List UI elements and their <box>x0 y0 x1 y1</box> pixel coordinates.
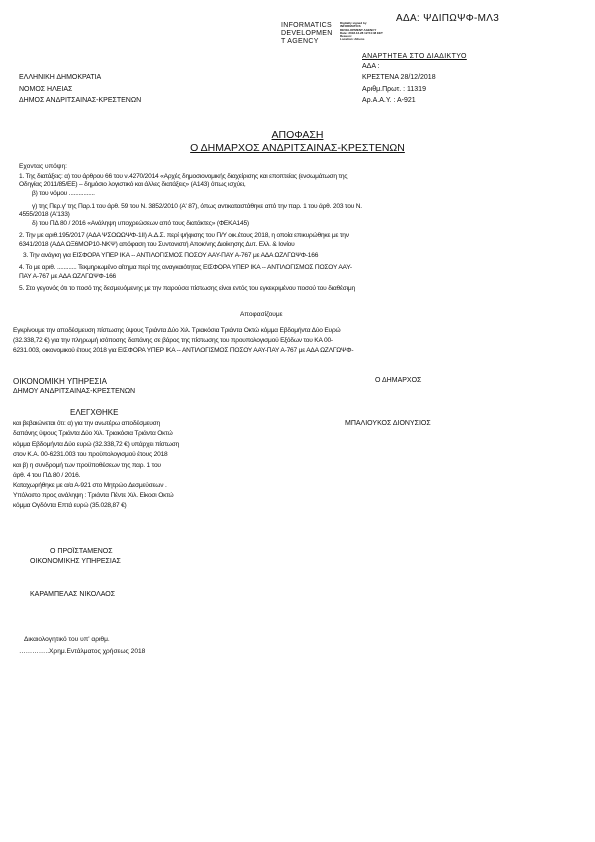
considering-line: 4. Το με αριθ. ............ Τεκμηριωμένο αίτημα περί της αναγκαιότητας ΕΙΣΦΟΡΑ ΥΠΕΡ ΙΚΑ -- ΑΝΤΙΛΟΓΙΣΜΟΣ ΠΟΣΟΥ ΑΑΥ- <box>19 264 352 271</box>
service-line-2: ΔΗΜΟΥ ΑΝΔΡΙΤΣΑΙΝΑΣ-ΚΡΕΣΤΕΝΩΝ <box>13 388 136 395</box>
checked-line: δαπάνης ύψους Τριάντα Δύο Χιλ. Τριακόσια Τριάντα Οκτώ <box>13 430 173 437</box>
signature-logo <box>281 22 333 46</box>
sig-line-2: INFORMATICS <box>340 24 361 29</box>
checked-heading: ΕΛΕΓΧΘΗΚΕ <box>70 408 119 417</box>
mayor-name: ΜΠΑΛΙΟΥΚΟΣ ΔΙΟΝΥΣΙΟΣ <box>345 420 431 427</box>
considering-line: Οδηγίας 2011/85/ΕΕ) – δημόσιο λογιστικό και άλλες διατάξεις» (Α143) όπως ισχύει, <box>19 181 246 188</box>
considering-line: 4555/2018 (Α'133) <box>19 211 70 218</box>
decide-line: Εγκρίνουμε την αποδέσμευση πίστωσης ύψους Τριάντα Δύο Χιλ. Τριακόσια Τριάντα Οκτώ κόμμα Εβδομήντα Δύο Ευρώ <box>13 327 341 334</box>
considering-line: 6341/2018 (ΑΔΑ ΩΞ6ΜΟΡ10-ΝΚΨ) απόφαση του Συντονιστή Αποκ/νης Διοίκησης Δυτ. Ελλ. & Ιονίου <box>19 241 295 248</box>
issuer-line-1: ΕΛΛΗΝΙΚΗ ΔΗΜΟΚΡΑΤΙΑ <box>19 74 102 81</box>
signature-details <box>340 22 383 42</box>
considering-line: 1. Της διατάξεις: α) του άρθρου 66 του ν.4270/2014 «Αρχές δημοσιονομικής διαχείρισης και εποπτείας (ενσωμάτωση της <box>19 173 348 180</box>
sig-line-3: DEVELOPMENT AGENCY <box>340 27 377 32</box>
ada-header: ΑΔΑ: ΨΔΙΠΩΨΦ-ΜΛ3 <box>396 13 500 24</box>
document-subtitle: Ο ΔΗΜΑΡΧΟΣ ΑΝΔΡΙΤΣΑΙΝΑΣ-ΚΡΕΣΤΕΝΩΝ <box>190 142 405 154</box>
checked-line: στον Κ.Α. 00-6231.003 του προϋπολογισμού έτους 2018 <box>13 451 168 458</box>
considering-line: δ) του ΠΔ 80 / 2016 «Ανάληψη υποχρεώσεων από τους διατάκτες» (ΦΕΚΑ145) <box>32 220 249 227</box>
checked-line: και βεβαιώνεται ότι: α) για την ανωτέρω αποδέσμευση <box>13 420 161 427</box>
issuer-line-2: ΝΟΜΟΣ ΗΛΕΙΑΣ <box>19 86 73 93</box>
decide-heading: Αποφασίζουμε <box>240 311 283 318</box>
issuer-line-3: ΔΗΜΟΣ ΑΝΔΡΙΤΣΑΙΝΑΣ-ΚΡΕΣΤΕΝΩΝ <box>19 97 142 104</box>
mayor-label: Ο ΔΗΜΑΡΧΟΣ <box>375 377 422 384</box>
web-posting-title: ΑΝΑΡΤΗΤΕΑ ΣΤΟ ΔΙΑΔΙΚΤΥΟ <box>362 53 467 60</box>
checked-line: Υπόλοιπο προς ανάληψη : Τριάντα Πέντε Χιλ. Είκοσι Οκτώ <box>13 492 174 499</box>
footer-line-1: Δικαιολογητικό του υπ' αριθμ. <box>24 636 110 643</box>
web-posting-ada: ΑΔΑ : <box>362 63 380 70</box>
checked-line: και β) η συνδρομή των προϋποθέσεων της παρ. 1 του <box>13 462 161 469</box>
considering-heading: Εχοντας υπόψη: <box>19 163 68 170</box>
considering-line: γ) της Περ.γ' της Παρ.1 του άρθ. 59 του Ν. 3852/2010 (Α' 87), όπως αντικαταστάθηκε από την παρ. 1 του άρθ. 203 του Ν. <box>32 203 362 210</box>
considering-line: β) του νόμου ................ <box>32 190 95 197</box>
sig-line-6: Location: Athens <box>340 37 365 42</box>
checked-line: άρθ. 4 του ΠΔ 80 / 2016. <box>13 472 81 479</box>
considering-line: ΠΑΥ Α-767 με ΑΔΑ ΩΖΛΓΩΨΦ-166 <box>19 273 117 280</box>
sig-line-4: Date: 2018.12.28 12:54:48 EET <box>340 30 383 35</box>
checked-line: Καταχωρήθηκε με α/α Α-921 στο Μητρώο Δεσμεύσεων . <box>13 482 167 489</box>
aay-number: Αρ.Α.Α.Υ. : Α-921 <box>362 97 416 104</box>
head-of-service-name: ΚΑΡΑΜΠΕΛΑΣ ΝΙΚΟΛΑΟΣ <box>30 591 116 598</box>
logo-word-2: DEVELOPMEN <box>281 30 333 37</box>
head-of-service-line-1: Ο ΠΡΟΪΣΤΑΜΕΝΟΣ <box>50 548 113 555</box>
checked-line: κόμμα Εβδομήντα Δύο ευρώ (32.338,72 €) υπάρχει πίστωση <box>13 441 180 448</box>
protocol-number: Αριθμ.Πρωτ. : 11319 <box>362 86 426 93</box>
considering-line: 5. Στο γεγονός ότι το ποσό της δεσμευόμενης με την παρούσα πίστωσης είναι εντός του εγκεκριμένου ποσού του διαθέσιμη <box>19 285 355 292</box>
checked-line: κόμμα Ογδόντα Επτά ευρώ (35.028,87 €) <box>13 502 127 509</box>
sig-line-5: Reason: <box>340 34 352 39</box>
sig-line-1: Digitally signed by <box>340 21 367 25</box>
document-title: ΑΠΟΦΑΣΗ <box>271 129 324 141</box>
place-date: ΚΡΕΣΤΕΝΑ 28/12/2018 <box>362 74 436 81</box>
logo-word-3: T AGENCY <box>281 38 319 45</box>
considering-line: 3. Την ανάγκη για ΕΙΣΦΟΡΑ ΥΠΕΡ ΙΚΑ -- ΑΝΤΙΛΟΓΙΣΜΟΣ ΠΟΣΟΥ ΑΑΥ-ΠΑΥ Α-767 με ΑΔΑ ΩΖΛΓΩΨΦ-166 <box>23 252 319 259</box>
head-of-service-line-2: ΟΙΚΟΝΟΜΙΚΗΣ ΥΠΗΡΕΣΙΑΣ <box>30 558 121 565</box>
service-line-1: ΟΙΚΟΝΟΜΙΚΗ ΥΠΗΡΕΣΙΑ <box>13 377 107 386</box>
footer-line-2: …………..Χρημ.Εντάλματος χρήσεως 2018 <box>19 648 146 655</box>
considering-line: 2. Την με αριθ.195/2017 (ΑΔΑ ΨΣΟΩΩΨΦ-1ΙΙ) Α.Δ.Σ. περί ψήφισης του Π/Υ οικ.έτους 2018, η οποία επικυρώθηκε με την <box>19 232 349 239</box>
logo-word-1: INFORMATICS <box>281 22 333 29</box>
decide-line: (32.338,72 €) για την πληρωμή ισόποσης δαπάνης σε βάρος της πίστωσης του προυπολογισμού Εξόδων του ΚΑ 00- <box>13 337 333 344</box>
decide-line: 6231.003, οικονομικού έτους 2018 για ΕΙΣΦΟΡΑ ΥΠΕΡ ΙΚΑ -- ΑΝΤΙΛΟΓΙΣΜΟΣ ΠΟΣΟΥ ΑΑΥ-ΠΑΥ Α-767 με ΑΔΑ ΩΖΛΓΩΨΦ- <box>13 347 354 354</box>
